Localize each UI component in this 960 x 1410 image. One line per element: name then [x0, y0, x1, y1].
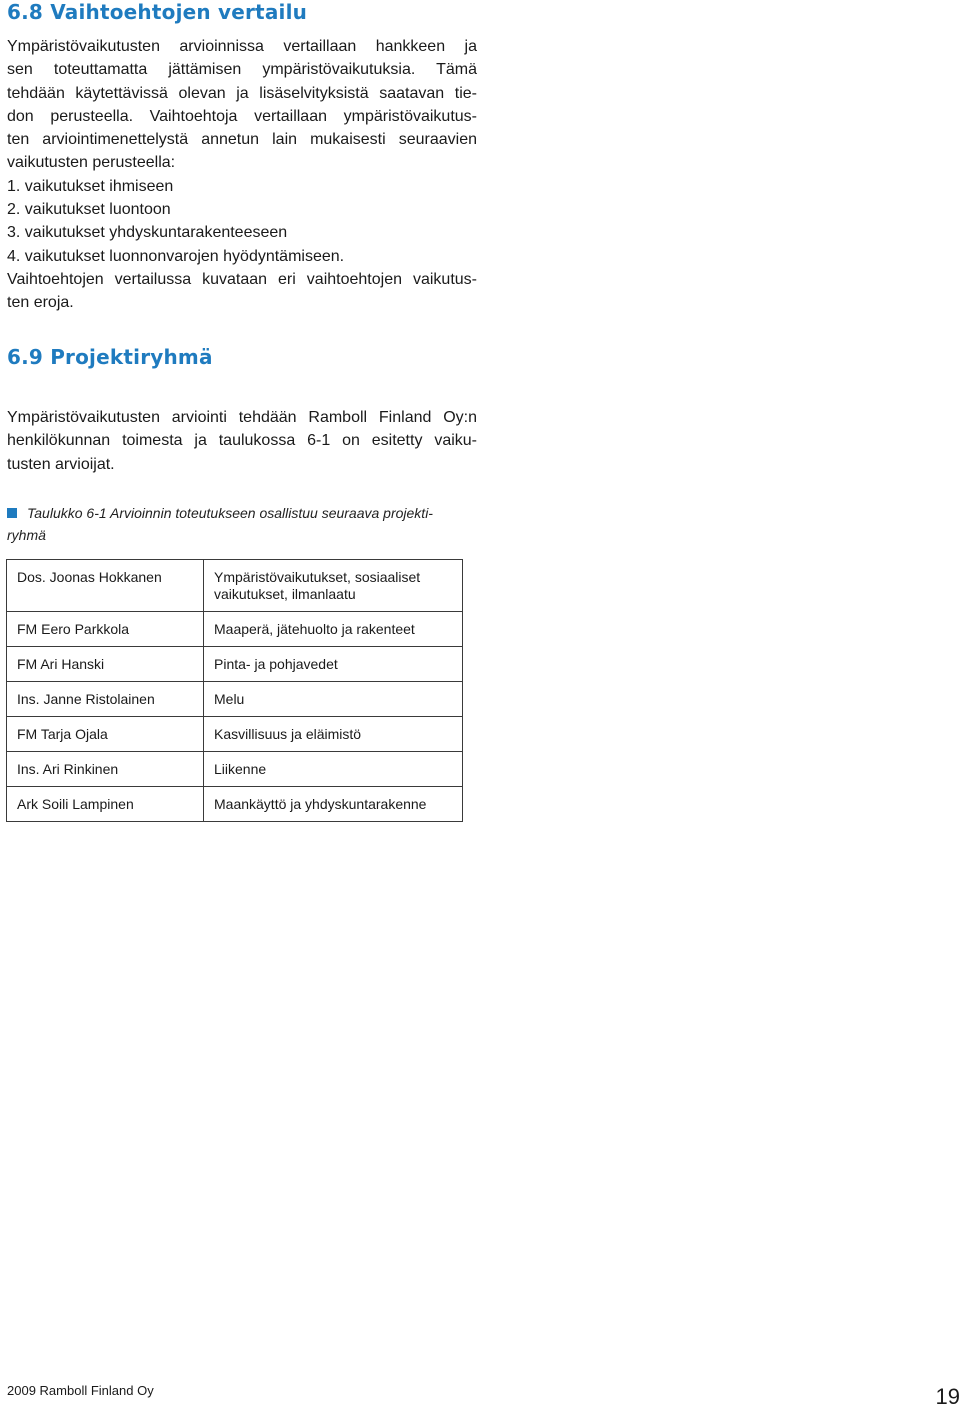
team-member-name: FM Eero Parkkola: [7, 612, 204, 647]
body-line: Ympäristövaikutusten arviointi tehdään Ramboll Finland Oy:n: [7, 409, 477, 426]
team-member-role: Melu: [204, 682, 463, 717]
body-line: tehdään käytettävissä olevan ja lisäselvityksistä saatavan tie-: [7, 84, 477, 102]
team-member-name: FM Tarja Ojala: [7, 717, 204, 752]
caption-text: Taulukko 6-1 Arvioinnin toteutukseen osallistuu seuraava projekti-: [27, 505, 433, 521]
body-line: Ympäristövaikutusten arvioinnissa vertaillaan hankkeen ja: [7, 38, 477, 55]
table-row: [7, 612, 463, 647]
team-member-name: FM Ari Hanski: [7, 647, 204, 682]
table-row: [7, 717, 463, 752]
list-item: 4. vaikutukset luonnonvarojen hyödyntämiseen.: [7, 247, 345, 265]
table-row: [7, 682, 463, 717]
table-caption: [7, 502, 467, 546]
body-line: vaikutusten perusteella:: [7, 154, 176, 172]
team-member-role: Liikenne: [204, 752, 463, 787]
section-heading-projektiryhma: 6.9 Projektiryhmä: [7, 345, 213, 369]
table-row: [7, 560, 463, 612]
table-row: [7, 752, 463, 787]
caption-line: [7, 502, 467, 524]
role-line: Ympäristövaikutukset, sosiaaliset: [214, 569, 421, 585]
role-line: vaikutukset, ilmanlaatu: [214, 586, 356, 602]
table-row: [7, 787, 463, 822]
team-member-name: Ins. Ari Rinkinen: [7, 752, 204, 787]
list-item: 1. vaikutukset ihmiseen: [7, 177, 174, 195]
team-member-name: Ins. Janne Ristolainen: [7, 682, 204, 717]
list-item: 2. vaikutukset luontoon: [7, 201, 171, 219]
body-line: don perusteella. Vaihtoehtoja vertaillaan ympäristövaikutus-: [7, 107, 477, 125]
page-number: 19: [935, 1384, 960, 1409]
team-member-role: Kasvillisuus ja eläimistö: [204, 717, 463, 752]
body-line: ten arviointimenettelystä annetun lain mukaisesti seuraavien: [7, 131, 477, 149]
team-member-role: Maankäyttö ja yhdyskuntarakenne: [204, 787, 463, 822]
section-heading-vaihtoehtojen-vertailu: 6.8 Vaihtoehtojen vertailu: [7, 0, 308, 24]
body-line: sen toteuttamatta jättämisen ympäristövaikutuksia. Tämä: [7, 61, 477, 79]
blue-square-bullet-icon: [7, 508, 17, 518]
team-member-name: Ark Soili Lampinen: [7, 787, 204, 822]
caption-line: ryhmä: [7, 527, 46, 543]
team-member-role: [204, 560, 463, 612]
table-row: [7, 647, 463, 682]
footer-copyright: 2009 Ramboll Finland Oy: [7, 1383, 154, 1398]
section-2-body: [7, 406, 477, 476]
body-line: ten eroja.: [7, 294, 74, 312]
body-line: tusten arvioijat.: [7, 455, 115, 473]
team-member-role: Pinta- ja pohjavedet: [204, 647, 463, 682]
project-team-table: [6, 559, 463, 822]
list-item: 3. vaikutukset yhdyskuntarakenteeseen: [7, 224, 288, 242]
team-member-role: Maaperä, jätehuolto ja rakenteet: [204, 612, 463, 647]
section-1-body: [7, 35, 477, 315]
team-member-name: Dos. Joonas Hokkanen: [7, 560, 204, 612]
body-line: henkilökunnan toimesta ja taulukossa 6-1 on esitetty vaiku-: [7, 432, 477, 450]
body-line: Vaihtoehtojen vertailussa kuvataan eri vaihtoehtojen vaikutus-: [7, 270, 477, 288]
